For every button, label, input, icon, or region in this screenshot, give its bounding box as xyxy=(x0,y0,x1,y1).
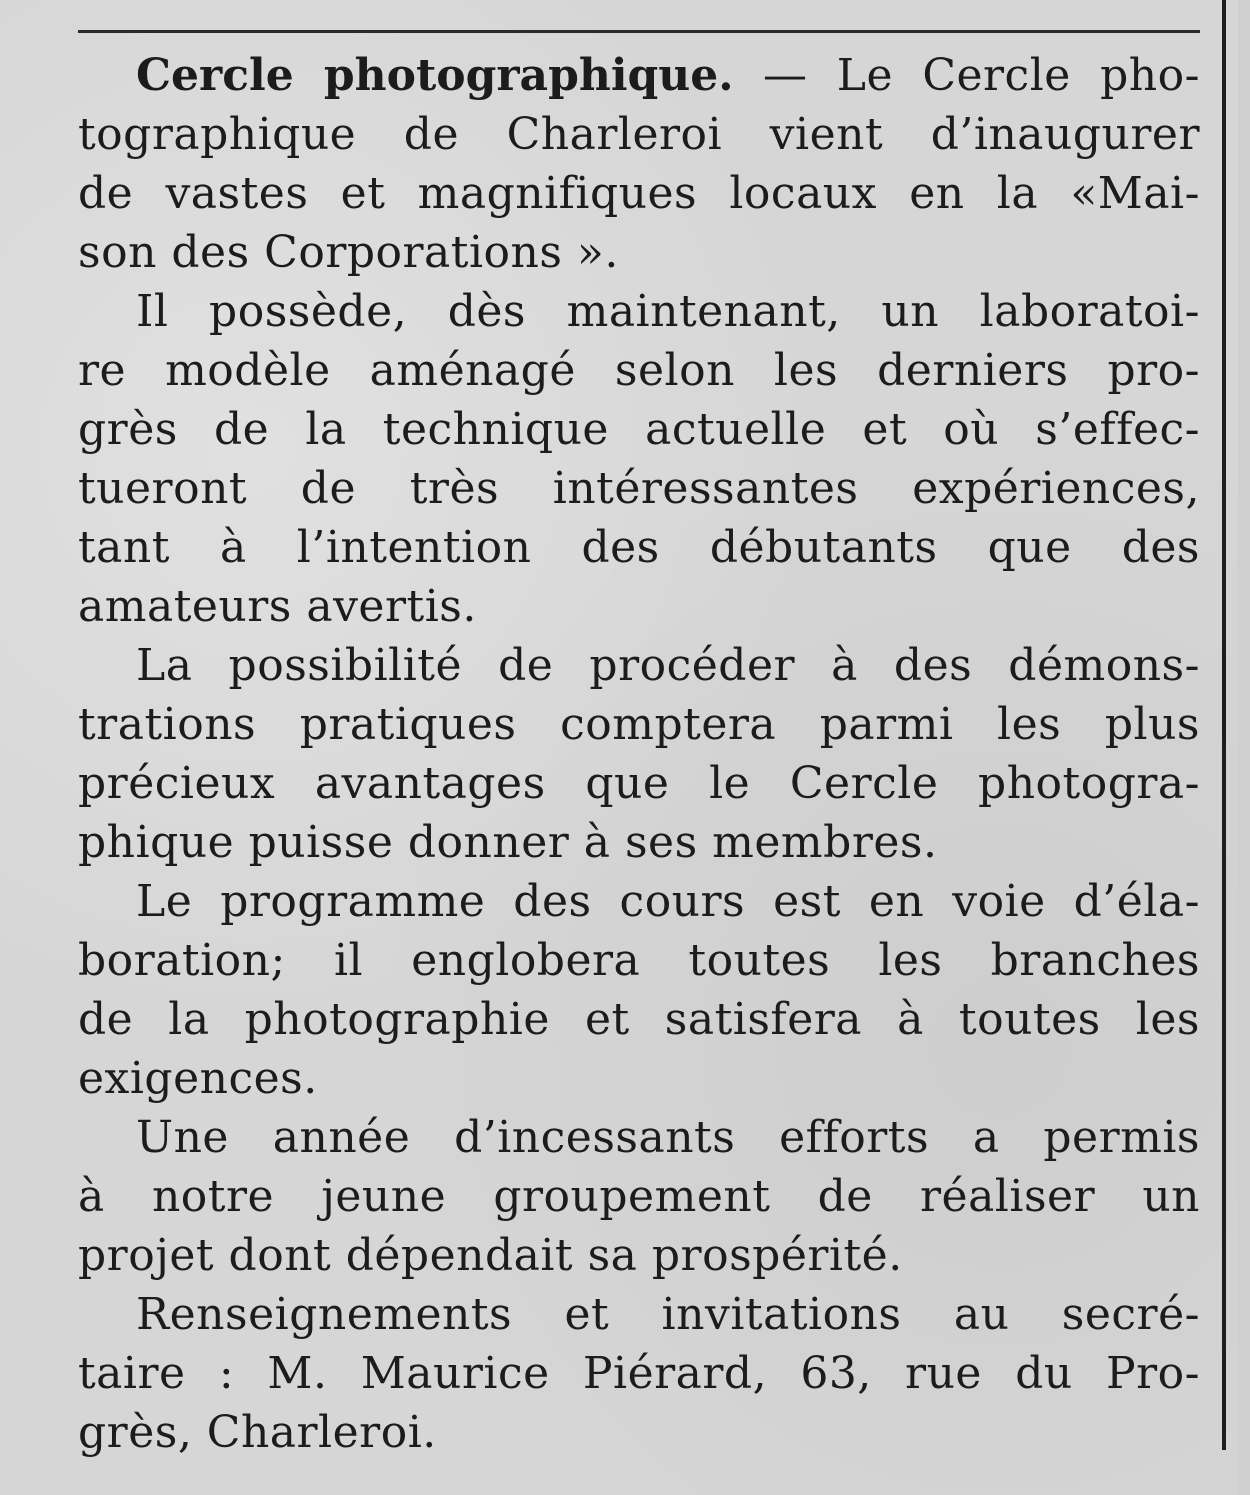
article-line: projet dont dépendait sa prospérité. xyxy=(78,1230,903,1281)
article-line: Il possède, dès maintenant, un laboratoi- xyxy=(136,286,1200,337)
article-line: de la photographie et satisfera à toutes les xyxy=(78,994,1200,1045)
article-line: grès, Charleroi. xyxy=(78,1407,437,1458)
article-line: tographique de Charleroi vient d’inaugurer xyxy=(78,109,1200,160)
article-line: trations pratiques comptera parmi les plus xyxy=(78,699,1200,750)
article-line: grès de la technique actuelle et où s’effec- xyxy=(78,404,1200,455)
article-line: boration; il englobera toutes les branches xyxy=(78,935,1200,986)
article-line: précieux avantages que le Cercle photogra- xyxy=(78,758,1200,809)
article-line: phique puisse donner à ses membres. xyxy=(78,817,938,868)
article-line: de vastes et magnifiques locaux en la «Mai- xyxy=(78,168,1200,219)
article-line: Une année d’incessants efforts a permis xyxy=(136,1112,1200,1163)
article-line xyxy=(78,46,1200,105)
article-line: taire : M. Maurice Piérard, 63, rue du Pro- xyxy=(78,1348,1200,1399)
article-line: La possibilité de procéder à des démons- xyxy=(136,640,1200,691)
article-line: Renseignements et invitations au secré- xyxy=(136,1289,1200,1340)
article-line-text: — Le Cercle pho- xyxy=(762,50,1200,101)
adjacent-column-edge xyxy=(1238,0,1250,1495)
article-line: Le programme des cours est en voie d’éla- xyxy=(136,876,1200,927)
article-title: Cercle photographique. xyxy=(136,50,734,101)
article-line: tueront de très intéressantes expériences, xyxy=(78,463,1200,514)
article-line: exigences. xyxy=(78,1053,318,1104)
top-rule xyxy=(78,30,1200,33)
article-line: amateurs avertis. xyxy=(78,581,477,632)
column-rule xyxy=(1222,0,1226,1450)
article-line: à notre jeune groupement de réaliser un xyxy=(78,1171,1200,1222)
article-line: son des Corporations ». xyxy=(78,227,619,278)
article-line: tant à l’intention des débutants que des xyxy=(78,522,1200,573)
article-line: re modèle aménagé selon les derniers pro- xyxy=(78,345,1200,396)
article xyxy=(78,46,1200,1462)
